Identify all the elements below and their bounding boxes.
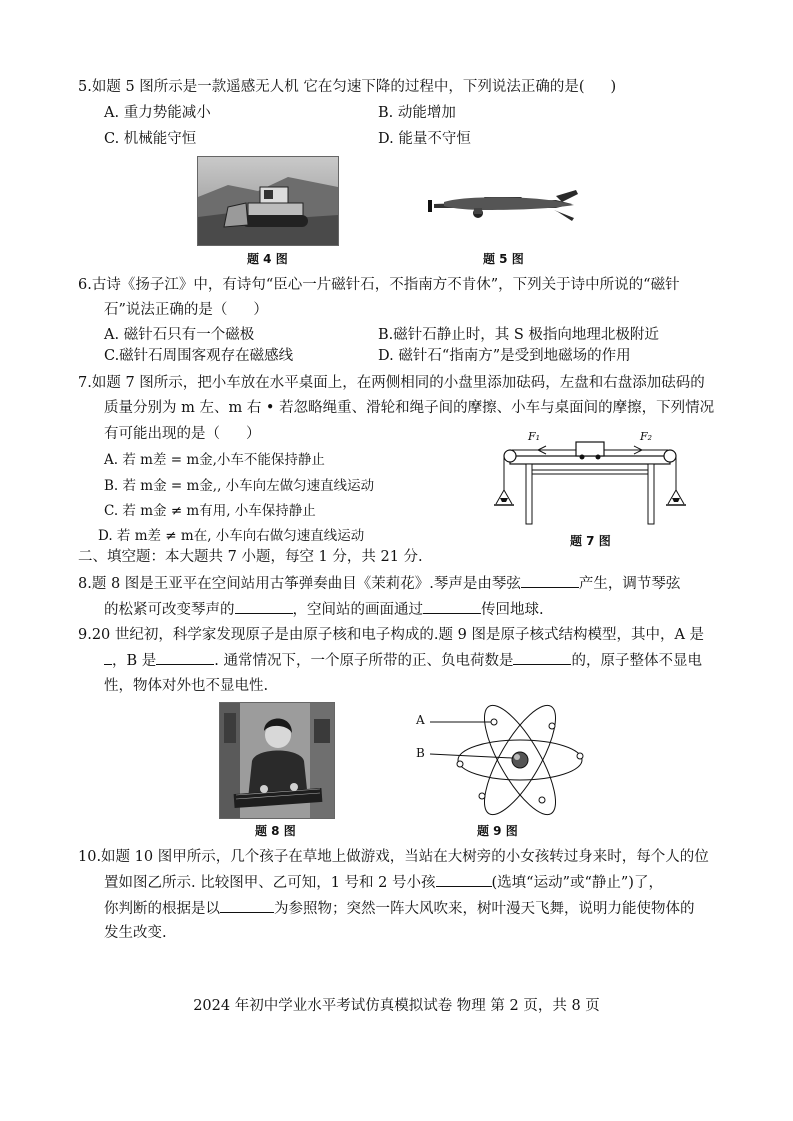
q8-blank-3[interactable] — [423, 599, 481, 614]
figure-7-force-f1-label: F₁ — [528, 430, 541, 443]
q8-line1: 8.题 8 图是王亚平在空间站用古筝弹奏曲目《茉莉花》.琴声是由琴弦 产生，调节琴弦 — [78, 573, 680, 594]
q10-blank-1[interactable] — [436, 872, 492, 887]
page-footer: 2024 年初中学业水平考试仿真模拟试卷 物理 第 2 页，共 8 页 — [193, 998, 600, 1014]
q7-option-b: B. 若 m金 = m金,, 小车向左做匀速直线运动 — [104, 478, 375, 494]
q6-stem-line1: 6.古诗《扬子江》中，有诗句“臣心一片磁针石，不指南方不肯休”，下列关于诗中所说的“磁针 — [78, 277, 680, 293]
q7-stem-line3: 有可能出现的是（ ） — [104, 426, 261, 442]
figure-5-drone-illustration — [426, 180, 582, 230]
figure-9-caption: 题 9 图 — [477, 824, 518, 838]
q7-stem-line2: 质量分别为 m 左、m 右 • 若忽略绳重、滑轮和绳子间的摩擦、小车与桌面间的摩擦，下列情况 — [104, 400, 715, 416]
q9-line2: ，B 是 . 通常情况下，一个原子所带的正、负电荷数是 的，原子整体不显电 — [104, 650, 702, 671]
figure-8-caption: 题 8 图 — [255, 824, 296, 838]
q6-option-c: C.磁针石周围客观存在磁感线 — [104, 348, 294, 364]
figure-7-force-f2-label: F₂ — [640, 430, 653, 443]
q5-option-a: A. 重力势能减小 — [104, 105, 211, 121]
q6-option-d: D. 磁针石“指南方”是受到地磁场的作用 — [378, 348, 631, 364]
figure-9-label-a: A — [416, 713, 425, 727]
q9-blank-c[interactable] — [513, 650, 571, 665]
q6-stem-line2: 石”说法正确的是（ ） — [104, 302, 268, 318]
figure-5-caption: 题 5 图 — [483, 252, 524, 266]
q6-option-a: A. 磁针石只有一个磁极 — [104, 327, 255, 343]
q9-line1: 9.20 世纪初，科学家发现原子是由原子核和电子构成的.题 9 图是原子核式结构模型，其中，A 是 — [78, 627, 705, 643]
q9-blank-a[interactable] — [104, 650, 112, 665]
q10-line1: 10.如题 10 图甲所示，几个孩子在草地上做游戏，当站在大树旁的小女孩转过身来时，每个人的位 — [78, 849, 709, 865]
q7-option-c: C. 若 m金 ≠ m有用, 小车保持静止 — [104, 503, 316, 519]
q5-stem: 5.如题 5 图所示是一款遥感无人机 它在匀速下降的过程中，下列说法正确的是( ) — [78, 79, 617, 95]
q7-option-a: A. 若 m差 = m金,小车不能保持静止 — [104, 452, 325, 468]
figure-7-caption: 题 7 图 — [570, 534, 611, 548]
section-2-heading: 二、填空题：本大题共 7 小题，每空 1 分，共 21 分. — [78, 549, 423, 565]
figure-4-bulldozer-photo — [197, 156, 339, 246]
q8-line2: 的松紧可改变琴声的 ，空间站的画面通过 传回地球. — [104, 599, 544, 620]
figure-8-guzheng-photo — [219, 702, 335, 819]
figure-4-caption: 题 4 图 — [247, 252, 288, 266]
q10-blank-2[interactable] — [220, 898, 274, 913]
q10-line4: 发生改变. — [104, 925, 167, 941]
q9-blank-b[interactable] — [156, 650, 214, 665]
q5-option-d: D. 能量不守恒 — [378, 131, 471, 147]
q5-option-b: B. 动能增加 — [378, 105, 456, 121]
figure-7-cart-diagram — [490, 430, 690, 526]
q7-option-d: D. 若 m差 ≠ m在, 小车向右做匀速直线运动 — [98, 528, 365, 544]
figure-9-label-b: B — [416, 746, 425, 760]
figure-9-atom-model — [410, 700, 590, 820]
q9-line3: 性，物体对外也不显电性. — [104, 678, 269, 694]
q8-blank-2[interactable] — [235, 599, 293, 614]
q6-option-b: B.磁针石静止时，其 S 极指向地理北极附近 — [378, 327, 659, 343]
q7-stem-line1: 7.如题 7 图所示，把小车放在水平桌面上，在两侧相同的小盘里添加砝码，左盘和右盘添加砝码的 — [78, 375, 705, 391]
q10-line2: 置如图乙所示. 比较图甲、乙可知，1 号和 2 号小孩 (选填“运动”或“静止”)了， — [104, 872, 663, 893]
q10-line3: 你判断的根据是以 为参照物；突然一阵大风吹来，树叶漫天飞舞，说明力能使物体的 — [104, 898, 695, 919]
q8-blank-1[interactable] — [521, 573, 579, 588]
q5-option-c: C. 机械能守恒 — [104, 131, 197, 147]
